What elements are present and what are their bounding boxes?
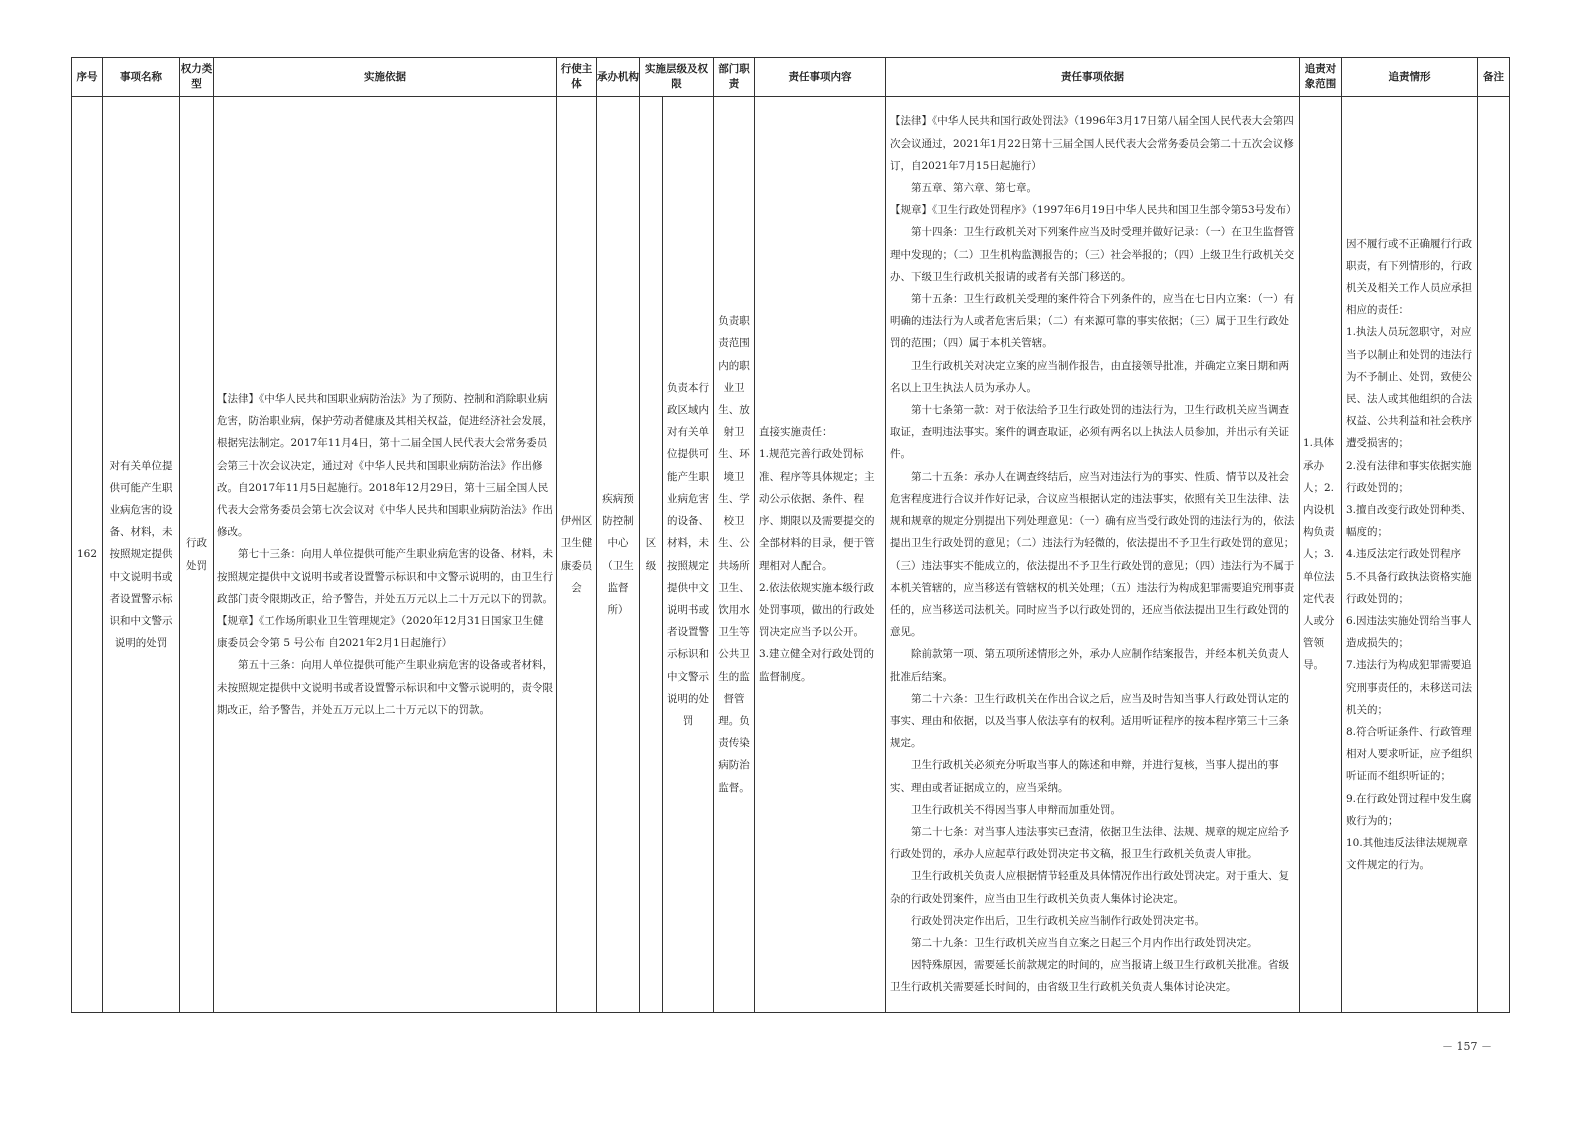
basis-para: 第七十三条：向用人单位提供可能产生职业病危害的设备、材料，未按照规定提供中文说明书或者设置警示标识和中文警示说明的，由卫生行政部门责令限期改正，给予警告，并处五万元以上二十万元以下的罚款。 bbox=[217, 548, 553, 605]
resp-para: 2.依法依规实施本级行政处罚事项，做出的行政处罚决定应当予以公开。 bbox=[759, 581, 875, 639]
cell-basis bbox=[214, 97, 557, 1013]
responsibility-table bbox=[71, 57, 1510, 1013]
page-number: － 157 － bbox=[1442, 1040, 1492, 1053]
cell-level: 区级 bbox=[640, 97, 663, 1013]
situation-para: 10.其他违反法律法规规章文件规定的行为。 bbox=[1346, 837, 1468, 872]
header-level: 实施层级及权限 bbox=[640, 58, 714, 97]
resp-basis-para: 卫生行政机关不得因当事人申辩而加重处罚。 bbox=[911, 803, 1121, 816]
header-item-name: 事项名称 bbox=[103, 58, 180, 97]
resp-basis-para: 卫生行政机关必须充分听取当事人的陈述和申辩，并进行复核，当事人提出的事实、理由或者证据成立的，应当采纳。 bbox=[890, 759, 1279, 794]
cell-resp-basis bbox=[886, 97, 1300, 1013]
cell-situations bbox=[1342, 97, 1478, 1013]
situation-para: 4.违反法定行政处罚程序 bbox=[1346, 548, 1462, 561]
header-scope: 追责对象范围 bbox=[1300, 58, 1342, 97]
situation-para: 因不履行或不正确履行行政职责，有下列情形的，行政机关及相关工作人员应承担相应的责任： bbox=[1346, 237, 1472, 317]
basis-para: 【法律】《中华人民共和国职业病防治法》为了预防、控制和消除职业病危害，防治职业病，保护劳动者健康及其相关权益，促进经济社会发展，根据宪法制定。2017年11月4日，第十二届全国人民代表大会常务委员会第三十次会议决定，通过对《中华人民共和国职业病防治法》作出修改。自2017年11月5日起施行。2018年12月29日，第十三届全国人民代表大会常务委员会第七次会议对《中华人民共和国职业病防治法》作出修改。 bbox=[217, 392, 553, 539]
cell-agency: 疾病预防控制中心（卫生监督所） bbox=[597, 97, 640, 1013]
header-power-type: 权力类型 bbox=[180, 58, 214, 97]
resp-basis-para: 第二十九条：卫生行政机关应当自立案之日起三个月内作出行政处罚决定。 bbox=[911, 936, 1258, 949]
table-row bbox=[72, 97, 1510, 1013]
situation-para: 5.不具备行政执法资格实施行政处罚的； bbox=[1346, 570, 1472, 605]
resp-basis-para: 第十四条：卫生行政机关对下列案件应当及时受理并做好记录：（一）在卫生监督管理中发现的；（二）卫生机构监测报告的；（三）社会举报的；（四）上级卫生行政机关交办、下级卫生行政机关报请的或者有关部门移送的。 bbox=[890, 226, 1295, 283]
resp-basis-para: 第十七条第一款：对于依法给予卫生行政处罚的违法行为，卫生行政机关应当调查取证，查明违法事实。案件的调查取证，必须有两名以上执法人员参加，并出示有关证件。 bbox=[890, 404, 1289, 461]
situation-para: 6.因违法实施处罚给当事人造成损失的； bbox=[1346, 615, 1472, 650]
cell-remarks bbox=[1478, 97, 1510, 1013]
resp-basis-para: 第二十六条：卫生行政机关在作出合议之后，应当及时告知当事人行政处罚认定的事实、理由和依据，以及当事人依法享有的权利。适用听证程序的按本程序第三十三条规定。 bbox=[890, 692, 1289, 750]
resp-basis-para: 第五章、第六章、第七章。 bbox=[911, 182, 1037, 195]
header-remarks: 备注 bbox=[1478, 58, 1510, 97]
resp-para: 直接实施责任： bbox=[759, 426, 833, 439]
resp-basis-para: 【规章】《卫生行政处罚程序》（1997年6月19日中华人民共和国卫生部令第53号发布） bbox=[890, 204, 1297, 217]
situation-para: 3.擅自改变行政处罚种类、幅度的； bbox=[1346, 503, 1472, 539]
header-dept-duty: 部门职责 bbox=[714, 58, 755, 97]
cell-subject: 伊州区卫生健康委员会 bbox=[557, 97, 597, 1013]
situation-para: 2.没有法律和事实依据实施行政处罚的； bbox=[1346, 459, 1472, 494]
situation-para: 7.违法行为构成犯罪需要追究刑事责任的，未移送司法机关的； bbox=[1346, 659, 1472, 716]
resp-basis-para: 除前款第一项、第五项所述情形之外，承办人应制作结案报告，并经本机关负责人批准后结案。 bbox=[890, 648, 1289, 683]
cell-level-desc: 负责本行政区域内对有关单位提供可能产生职业病危害的设备、材料，未按照规定提供中文说明书或者设置警示标识和中文警示说明的处罚 bbox=[663, 97, 714, 1013]
resp-para: 3.建立健全对行政处罚的监督制度。 bbox=[759, 648, 875, 683]
resp-basis-para: 因特殊原因，需要延长前款规定的时间的，应当报请上级卫生行政机关批准。省级卫生行政机关需要延长时间的，由省级卫生行政机关负责人集体讨论决定。 bbox=[890, 959, 1289, 994]
situation-para: 8.符合听证条件、行政管理相对人要求听证，应予组织听证而不组织听证的； bbox=[1346, 726, 1472, 783]
resp-basis-para: 卫生行政机关对决定立案的应当制作报告，由直接领导批准，并确定立案日期和两名以上卫生执法人员为承办人。 bbox=[890, 359, 1289, 394]
situation-para: 9.在行政处罚过程中发生腐败行为的； bbox=[1346, 792, 1472, 827]
header-situations: 追责情形 bbox=[1342, 58, 1478, 97]
basis-para: 第五十三条：向用人单位提供可能产生职业病危害的设备或者材料，未按照规定提供中文说明书或者设置警示标识和中文警示说明的，责令限期改正，给予警告，并处五万元以上二十万元以下的罚款。 bbox=[217, 659, 553, 716]
situation-para: 1.执法人员玩忽职守，对应当予以制止和处罚的违法行为不予制止、处罚，致使公民、法人或其他组织的合法权益、公共利益和社会秩序遭受损害的； bbox=[1346, 326, 1472, 450]
cell-resp-content bbox=[755, 97, 886, 1013]
resp-basis-para: 行政处罚决定作出后，卫生行政机关应当制作行政处罚决定书。 bbox=[911, 914, 1205, 927]
header-row bbox=[72, 58, 1510, 97]
cell-scope: 1.具体承办人；2.内设机构负责人；3.单位法定代表人或分管领导。 bbox=[1300, 97, 1342, 1013]
basis-para: 【规章】《工作场所职业卫生管理规定》（2020年12月31日国家卫生健康委员会令第 5 号公布 自2021年2月1日起施行） bbox=[217, 615, 544, 650]
header-resp-basis: 责任事项依据 bbox=[886, 58, 1300, 97]
cell-seq: 162 bbox=[72, 97, 103, 1013]
header-subject: 行使主体 bbox=[557, 58, 597, 97]
header-basis: 实施依据 bbox=[214, 58, 557, 97]
header-resp-content: 责任事项内容 bbox=[755, 58, 886, 97]
resp-basis-para: 第十五条：卫生行政机关受理的案件符合下列条件的，应当在七日内立案：（一）有明确的违法行为人或者危害后果；（二）有来源可靠的事实依据；（三）属于卫生行政处罚的范围；（四）属于本机关管辖。 bbox=[890, 293, 1295, 350]
resp-basis-para: 第二十五条：承办人在调查终结后，应当对违法行为的事实、性质、情节以及社会危害程度进行合议并作好记录，合议应当根据认定的违法事实，依照有关卫生法律、法规和规章的规定分别提出下列处理意见：（一）确有应当受行政处罚的违法行为的，依法提出卫生行政处罚的意见；（二）违法行为轻微的，依法提出不予卫生行政处罚的意见；（三）违法事实不能成立的，依法提出不予卫生行政处罚的意见；（四）违法行为不属于本机关管辖的，应当移送有管辖权的机关处理；（五）违法行为构成犯罪需要追究刑事责任的，应当移送司法机关。同时应当予以行政处罚的，还应当依法提出卫生行政处罚的意见。 bbox=[890, 470, 1295, 639]
cell-item-name: 对有关单位提供可能产生职业病危害的设备、材料，未按照规定提供中文说明书或者设置警示标识和中文警示说明的处罚 bbox=[103, 97, 180, 1013]
header-agency: 承办机构 bbox=[597, 58, 640, 97]
resp-basis-para: 第二十七条：对当事人违法事实已查清，依据卫生法律、法规、规章的规定应给予行政处罚的，承办人应起草行政处罚决定书文稿，报卫生行政机关负责人审批。 bbox=[890, 825, 1289, 861]
header-seq: 序号 bbox=[72, 58, 103, 97]
cell-power-type: 行政处罚 bbox=[180, 97, 214, 1013]
resp-basis-para: 卫生行政机关负责人应根据情节轻重及具体情况作出行政处罚决定。对于重大、复杂的行政处罚案件，应当由卫生行政机关负责人集体讨论决定。 bbox=[890, 870, 1289, 905]
cell-dept-duty: 负责职责范围内的职业卫生、放射卫生、环境卫生、学校卫生、公共场所卫生、饮用水卫生等公共卫生的监督管理。负责传染病防治监督。 bbox=[714, 97, 755, 1013]
resp-para: 1.规范完善行政处罚标准、程序等具体规定；主动公示依据、条件、程序、期限以及需要提交的全部材料的目录，便于管理相对人配合。 bbox=[759, 448, 875, 572]
resp-basis-para: 【法律】《中华人民共和国行政处罚法》（1996年3月17日第八届全国人民代表大会第四次会议通过，2021年1月22日第十三届全国人民代表大会常务委员会第二十五次会议修订，自2021年7月15日起施行） bbox=[890, 115, 1294, 172]
